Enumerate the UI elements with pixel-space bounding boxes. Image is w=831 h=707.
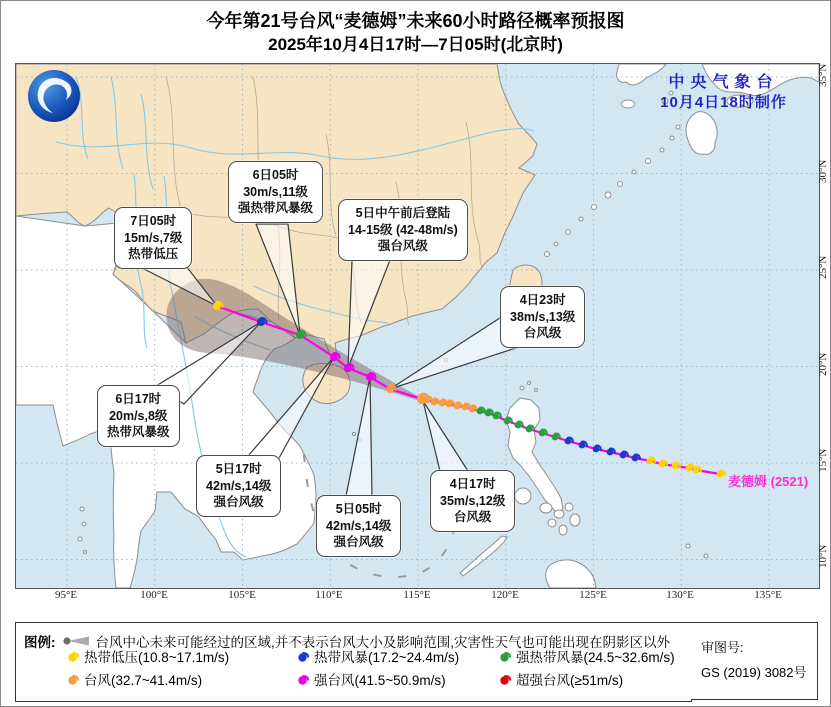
lon-tick-120e: 120°E: [491, 589, 519, 601]
lat-tick-15n: 15°N: [817, 448, 829, 472]
ty-marker-icon: [66, 672, 80, 687]
lon-tick-125e: 125°E: [579, 589, 607, 601]
legend-item-sts: 强热带风暴(24.5~32.6m/s): [498, 646, 675, 666]
lon-tick-110e: 110°E: [315, 589, 343, 601]
lon-tick-95e: 95°E: [54, 589, 78, 601]
callout-landfall: 5日中午前后登陆 14-15级 (42-48m/s) 强台风级: [338, 199, 468, 261]
agency-issue-time: 10月4日18时制作: [660, 94, 787, 111]
ts-marker-icon: [296, 649, 310, 664]
lon-tick-115e: 115°E: [403, 589, 431, 601]
title-line1: 今年第21号台风“麦德姆”未来60小时路径概率预报图: [206, 11, 625, 31]
callout-5d17h: 5日17时 42m/s,14级 强台风级: [196, 455, 281, 517]
legend-panel: [15, 622, 692, 702]
storm-name-label: 麦德姆 (2521): [728, 474, 809, 489]
callout-7d05h: 7日05时 15m/s,7级 热带低压: [114, 207, 192, 269]
agency-name: 中央气象台: [668, 74, 779, 91]
lat-tick-35n: 35°N: [817, 63, 829, 87]
callout-5d05h: 5日05时 42m/s,14级 强台风级: [316, 495, 401, 557]
callout-4d23h: 4日23时 38m/s,13级 台风级: [500, 286, 585, 348]
lat-tick-10n: 10°N: [817, 544, 829, 568]
lon-tick-100e: 100°E: [140, 589, 168, 601]
legend-item-sty: 强台风(41.5~50.9m/s): [296, 669, 446, 689]
agency-credit: [626, 73, 821, 113]
callout-6d05h: 6日05时 30m/s,11级 强热带风暴级: [228, 161, 323, 223]
lat-tick-20n: 20°N: [817, 352, 829, 376]
sts-marker-icon: [498, 649, 512, 664]
super-ty-marker-icon: [498, 672, 512, 687]
lon-tick-105e: 105°E: [228, 589, 256, 601]
basemap-svg: [16, 64, 819, 588]
callout-6d17h: 6日17时 20m/s,8级 热带风暴级: [97, 385, 180, 447]
lon-tick-130e: 130°E: [666, 589, 694, 601]
sty-marker-icon: [296, 672, 310, 687]
page-title: [1, 9, 830, 57]
map-review-number: 审图号: GS (2019) 3082号: [691, 622, 818, 700]
forecast-map: [15, 63, 820, 589]
legend-item-td: 热带低压(10.8~17.1m/s): [66, 646, 229, 666]
legend-item-ts: 热带风暴(17.2~24.4m/s): [296, 646, 459, 666]
legend-caption: 图例:: [24, 635, 56, 650]
legend-item-ty: 台风(32.7~41.4m/s): [66, 669, 202, 689]
lon-tick-135e: 135°E: [754, 589, 782, 601]
callout-4d17h: 4日17时 35m/s,12级 台风级: [430, 470, 515, 532]
td-marker-icon: [66, 649, 80, 664]
lat-tick-30n: 30°N: [817, 159, 829, 183]
cma-logo: [25, 67, 83, 125]
legend-item-super-ty: 超强台风(≥51m/s): [498, 669, 623, 689]
lat-tick-25n: 25°N: [817, 255, 829, 279]
legend-cone-text: 台风中心未来可能经过的区域,并不表示台风大小及影响范围,灾害性天气也可能出现在阴影区以外: [95, 635, 671, 650]
title-line2: 2025年10月4日17时—7日05时(北京时): [268, 35, 563, 54]
